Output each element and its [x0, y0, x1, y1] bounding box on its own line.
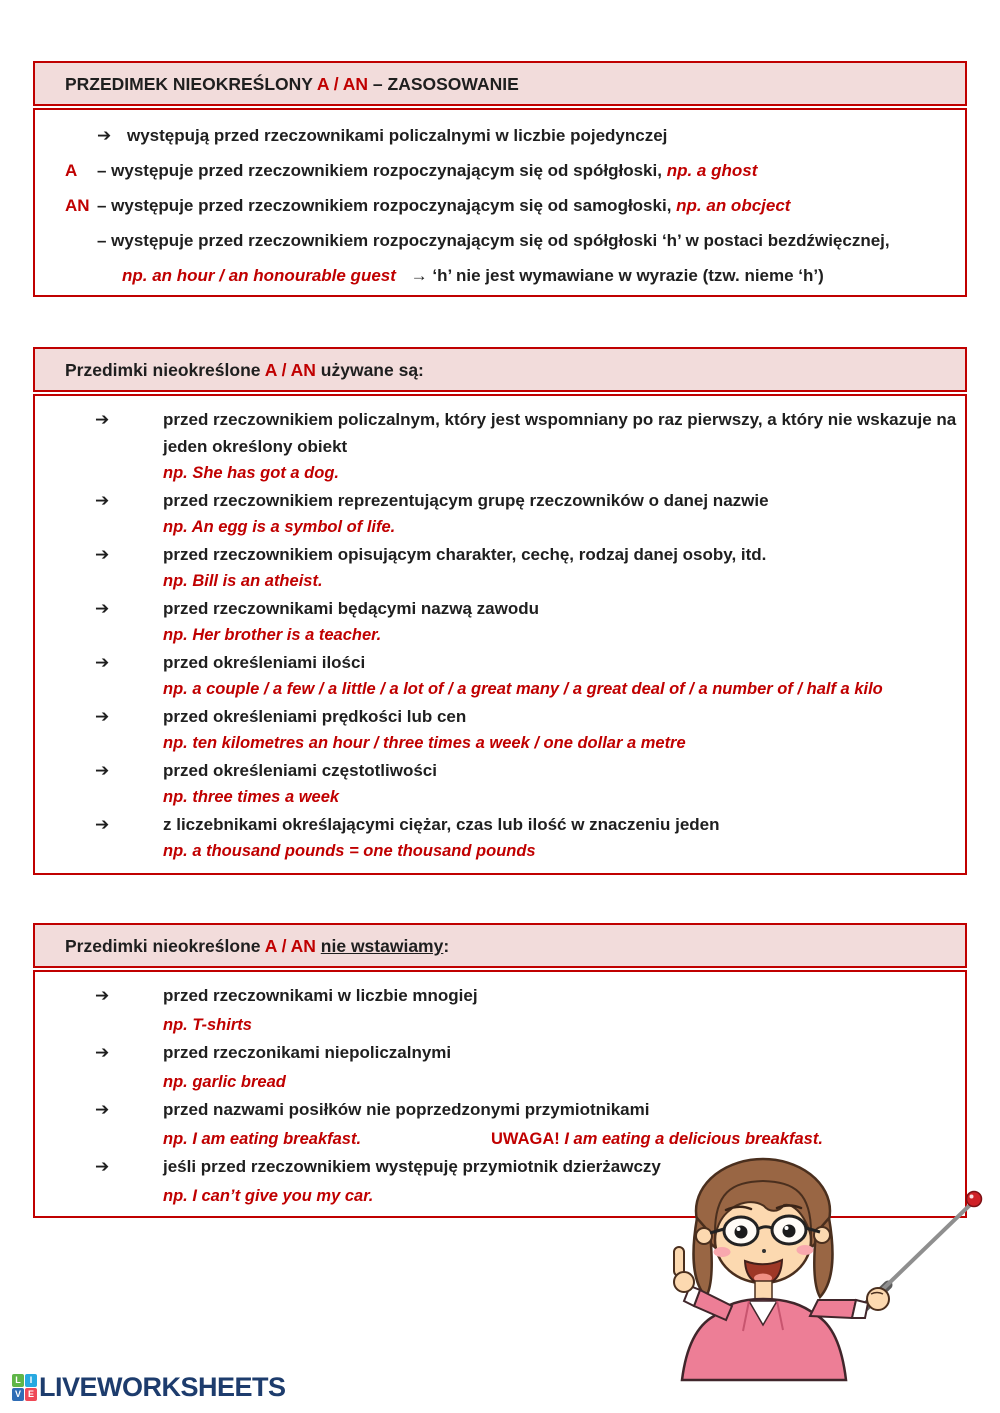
box1-title-accent: A / AN	[316, 74, 369, 94]
arrow-bullet-icon: ➔	[95, 653, 110, 672]
box1-row-an-text: – występuje przed rzeczownikiem rozpoczynającym się od samogłoski, np. an obcject	[97, 196, 791, 215]
item-text: przed rzeczownikiem reprezentującym grupę rzeczowników o danej nazwie	[163, 491, 769, 510]
list-item	[35, 649, 965, 703]
arrow-bullet-icon: ➔	[95, 761, 110, 780]
arrow-bullet-icon: ➔	[95, 599, 110, 618]
box3-title-post: :	[443, 936, 450, 956]
item-example: np. a thousand pounds = one thousand pounds	[163, 842, 536, 860]
item-example: np. I am eating breakfast.	[163, 1129, 362, 1148]
item-text: przed określeniami prędkości lub cen	[163, 707, 467, 726]
logo-text: LIVEWORKSHEETS	[39, 1372, 286, 1402]
item-example: np. garlic bread	[163, 1072, 286, 1091]
list-item	[35, 487, 965, 541]
item-text: przed rzeczownikiem policzalnym, który jest wspomniany po raz pierwszy, a który nie wskazuje na jeden określony obiekt	[163, 410, 957, 456]
arrow-bullet-icon: ➔	[95, 1043, 110, 1062]
item-text: przed rzeczonikami niepoliczalnymi	[163, 1043, 452, 1062]
arrow-bullet-icon: ➔	[97, 126, 112, 145]
logo-tile-l: L	[12, 1374, 24, 1387]
item-example: np. T-shirts	[163, 1015, 252, 1034]
box1-row-a-text: – występuje przed rzeczownikiem rozpoczynającym się od spółgłoski, np. a ghost	[97, 161, 758, 180]
item-example: np. Bill is an atheist.	[163, 572, 323, 590]
list-item	[35, 982, 965, 1039]
article-a-label: A	[65, 161, 78, 180]
item-text: przed rzeczownikami będącymi nazwą zawodu	[163, 599, 539, 618]
item-text: przed określeniami częstotliwości	[163, 761, 437, 780]
item-text: przed nazwami posiłków nie poprzedzonymi przymiotnikami	[163, 1100, 650, 1119]
box1-h-example-line	[35, 258, 965, 293]
item-example: np. a couple / a few / a little / a lot of / a great many / a great deal of / a number of / half a kilo	[163, 680, 883, 698]
arrow-bullet-icon: ➔	[95, 545, 110, 564]
box1-header	[33, 61, 967, 106]
list-item	[35, 811, 965, 865]
teacher-with-pointer-illustration	[640, 1148, 1000, 1383]
box3-title-pre: Przedimki nieokreślone	[65, 936, 265, 956]
arrow-bullet-icon: ➔	[95, 815, 110, 834]
list-item	[35, 703, 965, 757]
box1-intro-text: występują przed rzeczownikami policzalnymi w liczbie pojedynczej	[127, 126, 668, 145]
arrow-bullet-icon: ➔	[95, 1157, 110, 1176]
warning-label: UWAGA!	[491, 1129, 560, 1148]
logo-tile-i: I	[25, 1374, 37, 1387]
arrow-bullet-icon: ➔	[95, 707, 110, 726]
item-example: np. ten kilometres an hour / three times a week / one dollar a metre	[163, 734, 686, 752]
item-text: przed określeniami ilości	[163, 653, 366, 672]
box2-title-post: używane są:	[315, 360, 424, 380]
box1-body	[33, 108, 967, 297]
liveworksheets-logo	[12, 1372, 286, 1403]
item-text: przed rzeczownikami w liczbie mnogiej	[163, 986, 478, 1005]
warning-example: I am eating a delicious breakfast.	[564, 1129, 823, 1148]
item-text: przed rzeczownikiem opisującym charakter, cechę, rodzaj danej osoby, itd.	[163, 545, 767, 564]
item-example: np. An egg is a symbol of life.	[163, 518, 396, 536]
box1-title-post: – ZASOSOWANIE	[368, 74, 519, 94]
box2-body	[33, 394, 967, 875]
list-item	[35, 1096, 965, 1153]
logo-tile-e: E	[25, 1388, 37, 1401]
article-an-label: AN	[65, 196, 90, 215]
arrow-bullet-icon: ➔	[95, 1100, 110, 1119]
box3-title-accent: A / AN	[264, 936, 316, 956]
logo-tiles-icon	[12, 1374, 37, 1401]
item-text: jeśli przed rzeczownikiem występuję przymiotnik dzierżawczy	[163, 1157, 661, 1176]
item-example: np. Her brother is a teacher.	[163, 626, 382, 644]
list-item	[35, 1039, 965, 1096]
logo-tile-v: V	[12, 1388, 24, 1401]
example-hour: np. an hour / an honourable guest	[122, 266, 396, 285]
h-note: → ‘h’ nie jest wymawiane w wyrazie (tzw. nieme ‘h’)	[410, 266, 824, 285]
example-an: np. an obcject	[676, 196, 791, 215]
example-a: np. a ghost	[666, 161, 758, 180]
box1-row-h-text: – występuje przed rzeczownikiem rozpoczynającym się od spółgłoski ‘h’ w postaci bezdźwięcznej,	[97, 231, 890, 250]
item-example: np. She has got a dog.	[163, 464, 340, 482]
box3-header	[33, 923, 967, 968]
arrow-bullet-icon: ➔	[95, 986, 110, 1005]
box2-header	[33, 347, 967, 392]
item-example: np. I can’t give you my car.	[163, 1186, 374, 1205]
list-item	[35, 541, 965, 595]
box1-row-an	[35, 188, 965, 223]
item-example: np. three times a week	[163, 788, 340, 806]
arrow-bullet-icon: ➔	[95, 491, 110, 510]
arrow-bullet-icon: ➔	[95, 410, 110, 429]
list-item	[35, 757, 965, 811]
box1-title-pre: PRZEDIMEK NIEOKREŚLONY	[65, 74, 317, 94]
list-item	[35, 406, 965, 487]
box1-intro-line	[35, 118, 965, 153]
list-item	[35, 595, 965, 649]
box1-row-h	[35, 223, 965, 258]
box3-title-underlined: nie wstawiamy	[320, 936, 444, 956]
box1-row-a	[35, 153, 965, 188]
box2-title-pre: Przedimki nieokreślone	[65, 360, 265, 380]
item-text: z liczebnikami określającymi ciężar, czas lub ilość w znaczeniu jeden	[163, 815, 720, 834]
box2-title-accent: A / AN	[264, 360, 316, 380]
